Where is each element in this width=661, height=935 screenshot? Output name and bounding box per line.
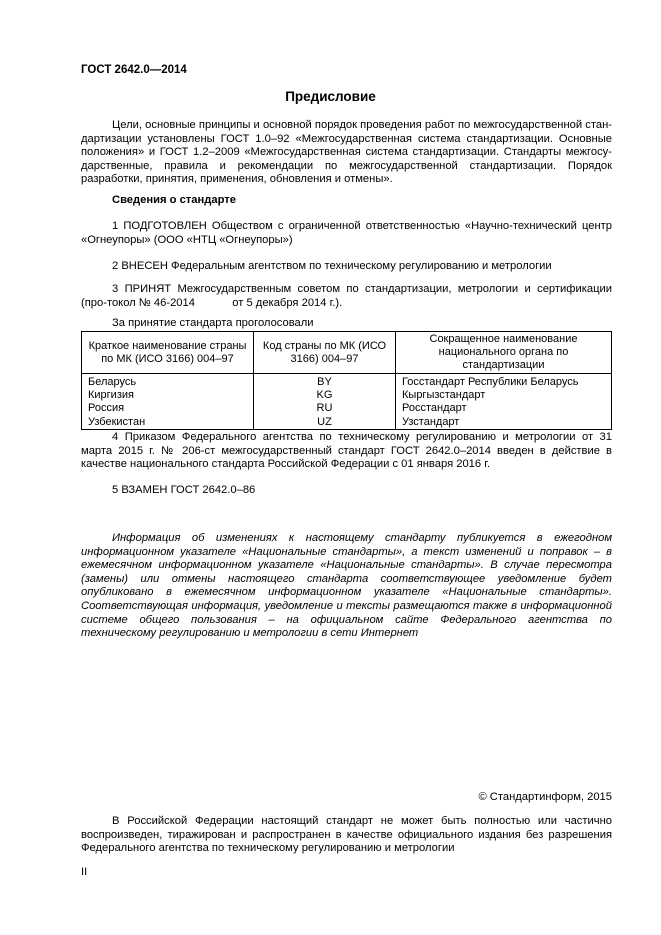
table-header-body: Сокращенное наименование национального органа по стандартизации xyxy=(396,332,612,374)
table-row xyxy=(82,402,612,415)
voting-table xyxy=(81,331,612,430)
country-name: Киргизия xyxy=(82,389,254,402)
country-code: BY xyxy=(254,374,396,390)
table-header-country: Краткое наименование страны по МК (ИСО 3166) 004–97 xyxy=(82,332,254,374)
standard-code: ГОСТ 2642.0—2014 xyxy=(81,64,187,76)
country-code: UZ xyxy=(254,416,396,430)
table-header-row xyxy=(82,332,612,374)
country-name: Узбекистан xyxy=(82,416,254,430)
intro-paragraph: Цели, основные принципы и основной порядок проведения работ по межгосударственной стан-дартизации установлены ГОСТ 1.0–92 «Межгосударственная система стандартизации. Основные положения» и ГОСТ 1.2–2009 «Межгосударственная система стандартизации. Стандарты межгосу-дарственные, правила и рекомендации по межгосударственной стандартизации. Порядок разработки, принятия, применения, обновления и отмены». xyxy=(81,119,612,186)
table-row xyxy=(82,416,612,430)
country-name: Беларусь xyxy=(82,374,254,390)
country-code: RU xyxy=(254,402,396,415)
table-row xyxy=(82,374,612,390)
info-heading: Сведения о стандарте xyxy=(112,194,236,206)
item-order: 4 Приказом Федерального агентства по техническому регулированию и метрологии от 31 марта 2015 г. № 206-ст межгосударственный стандарт ГОСТ 2642.0–2014 введен в действие в качестве национального стандарта Российской Федерации с 01 января 2016 г. xyxy=(81,431,612,471)
copyright: © Стандартинформ, 2015 xyxy=(478,791,612,803)
standards-body: Кыргызстандарт xyxy=(396,389,612,402)
standards-body: Росстандарт xyxy=(396,402,612,415)
page-title: Предисловие xyxy=(285,89,376,104)
table-row xyxy=(82,389,612,402)
standards-body: Госстандарт Республики Беларусь xyxy=(396,374,612,390)
voted-caption: За принятие стандарта проголосовали xyxy=(112,317,314,329)
legal-notice: В Российской Федерации настоящий стандарт не может быть полностью или частично воспроизведен, тиражирован и распространен в качестве официального издания без разрешения Федерального агентства по техническому регулированию и метрологии xyxy=(81,815,612,855)
country-code: KG xyxy=(254,389,396,402)
notice-paragraph: Информация об изменениях к настоящему стандарту публикуется в ежегодном информационном указателе «Национальные стандарты», а текст изменений и поправок – в ежемесячном информационном указателе «Национальные стандарты». В случае пересмотра (замены) или отмены настоящего стандарта соответствующее уведомление будет опубликовано в ежемесячном информационном указателе «Национальные стандарты». Соответствующая информация, уведомление и тексты размещаются также в информационной системе общего пользования – на официальном сайте Федерального агентства по техническому регулированию и метрологии в сети Интернет xyxy=(81,532,612,640)
item-prepared: 1 ПОДГОТОВЛЕН Обществом с ограниченной ответственностью «Научно-технический центр «Огнеупоры» (ООО «НТЦ «Огнеупоры») xyxy=(81,220,612,246)
item-adopted: 3 ПРИНЯТ Межгосударственным советом по стандартизации, метрологии и сертификации (про-токол № 46-2014 от 5 декабря 2014 г.). xyxy=(81,283,616,309)
item-introduced: 2 ВНЕСЕН Федеральным агентством по техническому регулированию и метрологии xyxy=(112,260,552,272)
country-name: Россия xyxy=(82,402,254,415)
page-number: II xyxy=(81,866,88,878)
item-replaces: 5 ВЗАМЕН ГОСТ 2642.0–86 xyxy=(112,484,256,496)
table-header-code: Код страны по МК (ИСО 3166) 004–97 xyxy=(254,332,396,374)
standards-body: Узстандарт xyxy=(396,416,612,430)
